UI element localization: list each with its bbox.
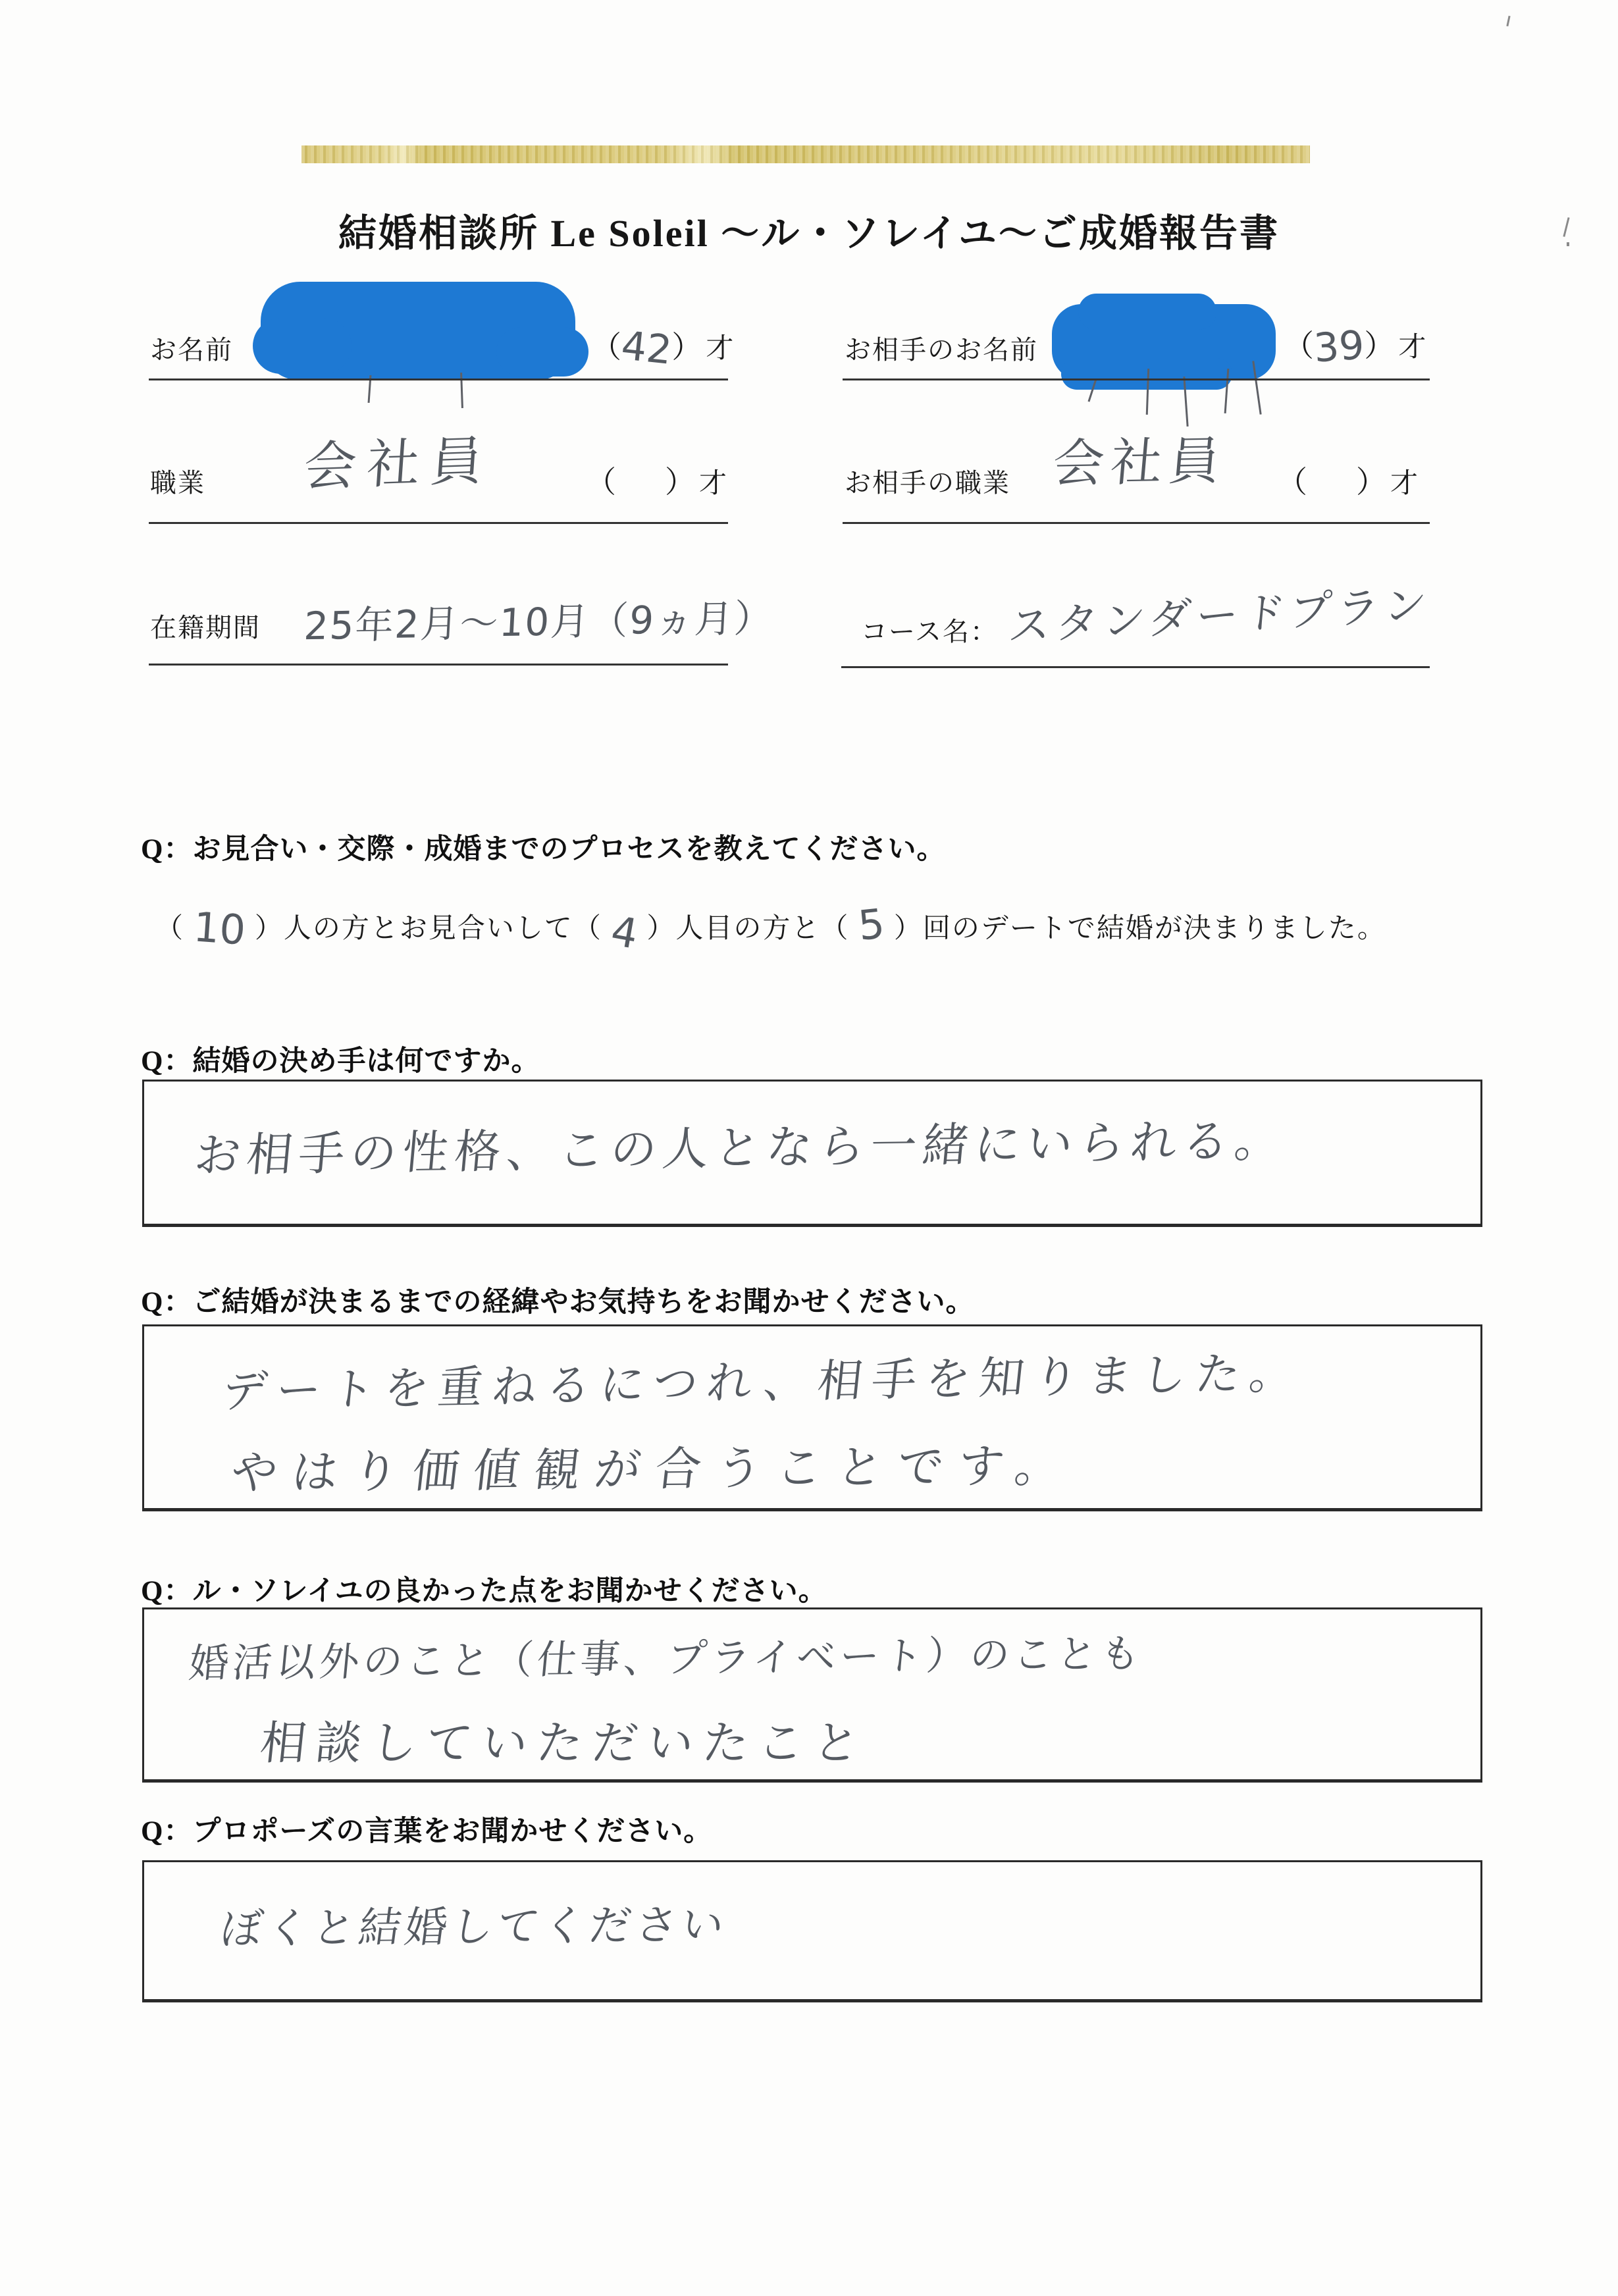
age-unit: 才 xyxy=(1398,332,1426,363)
underline-course xyxy=(841,666,1430,668)
answer-line: 婚活以外のこと（仕事、プライベート）のことも xyxy=(187,1631,1147,1687)
pen-mark xyxy=(1506,16,1510,26)
paren-close: ） xyxy=(665,465,695,499)
underline-enrollment xyxy=(149,664,728,665)
question-label-feelings: Q：ご結婚が決まるまでの経緯やお気持ちをお聞かせください。 xyxy=(141,1287,975,1318)
answer-line: デートを重ねるにつれ、相手を知りました。 xyxy=(219,1347,1307,1419)
age-unit: 才 xyxy=(706,334,734,364)
age-group-partner-name xyxy=(1284,320,1426,372)
answer-line: ぼくと結婚してください xyxy=(217,1900,731,1954)
handwritten-age: 42 xyxy=(619,323,674,374)
paren-open: （ xyxy=(1284,329,1314,363)
question-label-proposal: Q：プロポーズの言葉をお聞かせください。 xyxy=(141,1816,713,1847)
underline-partner-name xyxy=(843,378,1430,380)
answer-line-process xyxy=(155,899,1386,958)
field-label-course: コース名： xyxy=(861,617,998,646)
age-group-partner-occupation xyxy=(1277,458,1418,502)
paren-open: （ xyxy=(1277,465,1307,499)
age-group-occupation xyxy=(586,458,727,502)
field-label-partner-occupation: お相手の職業 xyxy=(845,468,1010,498)
answer-line: 相談していただいたこと xyxy=(257,1716,872,1770)
question-label-deciding-factor: Q：結婚の決め手は何ですか。 xyxy=(141,1046,540,1077)
printed-text: ）回のデートで結婚が決まりました。 xyxy=(893,914,1386,944)
question-label-good-points: Q：ル・ソレイユの良かった点をお聞かせください。 xyxy=(141,1576,827,1607)
header-accent-bar xyxy=(301,145,1310,163)
age-unit: 才 xyxy=(1390,469,1419,499)
handwritten-occupation: 会社員 xyxy=(301,429,496,498)
printed-text: ）人目の方と（ xyxy=(646,914,850,944)
handwritten-age xyxy=(1307,494,1356,499)
paren-open: （ xyxy=(586,465,616,499)
pen-mark xyxy=(1567,242,1569,246)
handwritten-course: スタンダードプラン xyxy=(1006,580,1434,652)
paren-open: （ xyxy=(591,330,621,364)
redaction-blob-name xyxy=(261,282,575,380)
field-label-occupation: 職業 xyxy=(150,468,205,498)
handwritten-count-meetings: 10 xyxy=(192,902,248,954)
handwritten-person-number: 4 xyxy=(607,906,642,958)
answer-line: お相手の性格、この人となら一緒にいられる。 xyxy=(192,1113,1290,1183)
handwritten-enrollment: 25年2月～10月（9ヵ月） xyxy=(303,595,775,649)
page-title: 結婚相談所 Le Soleil ～ル・ソレイユ～ご成婚報告書 xyxy=(338,211,1280,255)
handwritten-date-count: 5 xyxy=(856,899,887,950)
underline-partner-occupation xyxy=(843,522,1430,524)
field-label-name: お名前 xyxy=(150,335,233,365)
paren-close: ） xyxy=(1356,465,1386,499)
question-label-process: Q：お見合い・交際・成婚までのプロセスを教えてください。 xyxy=(141,834,946,865)
underline-name xyxy=(149,378,728,380)
age-group-name xyxy=(591,321,734,374)
field-label-partner-name: お相手のお名前 xyxy=(845,335,1038,365)
answer-line: やはり価値観が合うことです。 xyxy=(228,1438,1079,1500)
handwritten-partner-occupation: 会社員 xyxy=(1050,431,1230,494)
handwritten-age: 39 xyxy=(1312,322,1366,372)
redaction-blob-partner-name xyxy=(1052,304,1276,380)
printed-text: ）人の方とお見合いして（ xyxy=(254,914,602,944)
printed-text: （ xyxy=(155,914,185,944)
paren-close: ） xyxy=(671,330,702,364)
field-label-enrollment: 在籍期間 xyxy=(150,613,261,642)
age-unit: 才 xyxy=(699,469,727,499)
handwritten-age xyxy=(616,494,665,499)
paren-close: ） xyxy=(1364,329,1395,363)
underline-occupation xyxy=(149,522,728,524)
